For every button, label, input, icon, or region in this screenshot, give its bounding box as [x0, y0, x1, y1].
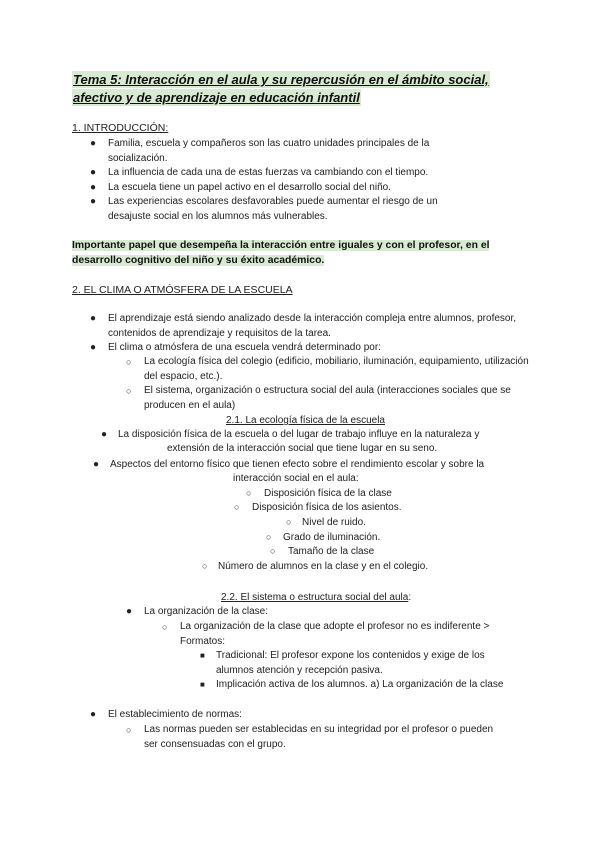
sistema-list — [126, 605, 534, 620]
ecologia-item1-line2: extensión de la interacción social que tiene lugar en su seno. — [167, 443, 438, 454]
circle-bullet-icon: ○ — [126, 357, 132, 367]
circle-bullet-icon: ○ — [246, 488, 252, 498]
circle-bullet-icon: ○ — [234, 502, 240, 512]
aspect-item: Disposición física de la clase — [264, 488, 392, 499]
bullet-icon: ● — [90, 342, 97, 354]
clima-heading: 2. EL CLIMA O ATMÓSFERA DE LA ESCUELA — [72, 284, 293, 296]
clima-list — [90, 312, 528, 356]
bullet-icon: ● — [90, 138, 97, 149]
bullet-icon: ● — [126, 606, 133, 617]
normas-list — [90, 708, 528, 723]
list-item: ○ La ecología física del colegio (edificio, mobiliario, iluminación, equipamiento, utilización del espacio, etc.). — [126, 356, 529, 382]
sistema-sublist — [162, 620, 535, 649]
list-item: ● La organización de la clase: — [144, 605, 534, 620]
list-item: ● La influencia de cada una de estas fuerzas va cambiando con el tiempo. — [108, 166, 483, 181]
list-item: ■ Tradicional: El profesor expone los contenidos y exige de los alumnos atención y recepción pasiva. — [200, 650, 485, 676]
circle-bullet-icon: ○ — [126, 725, 132, 735]
title-line-1: Tema 5: Interacción en el aula y su repercusión en el ámbito social, — [73, 72, 489, 87]
circle-bullet-icon: ○ — [266, 532, 272, 542]
circle-bullet-icon: ○ — [162, 622, 168, 632]
bullet-icon: ● — [90, 313, 97, 324]
ecologia-item2-line1: Aspectos del entorno físico que tienen efecto sobre el rendimiento escolar y sobre la — [110, 459, 485, 470]
formats-list — [200, 649, 521, 693]
circle-bullet-icon: ○ — [126, 386, 132, 397]
bullet-icon: ● — [90, 181, 97, 193]
bullet-icon: ● — [93, 459, 100, 470]
list-item: ● La escuela tiene un papel activo en el desarrollo social del niño. — [108, 181, 483, 196]
document-title — [72, 71, 502, 107]
ecologia-item2-line2: interacción social en el aula: — [233, 473, 359, 484]
list-item: ● El establecimiento de normas: — [108, 708, 528, 723]
square-bullet-icon: ■ — [200, 680, 205, 690]
square-bullet-icon: ■ — [200, 651, 205, 660]
aspect-item: Tamaño de la clase — [288, 546, 375, 557]
title-line-2: afectivo y de aprendizaje en educación infantil — [73, 90, 360, 105]
circle-bullet-icon: ○ — [270, 546, 276, 556]
list-item: ○ La organización de la clase que adopte el profesor no es indiferente > Formatos: — [162, 621, 490, 647]
aspect-item: Número de alumnos en la clase y en el colegio. — [218, 561, 429, 572]
list-item: ■ Implicación activa de los alumnos. a) La organización de la clase — [216, 678, 521, 693]
important-paragraph: Importante papel que desempeña la interacción entre iguales y con el profesor, en el desarrollo cognitivo del niño y su éxito académico. — [72, 240, 490, 266]
bullet-icon: ● — [101, 429, 108, 440]
bullet-icon: ● — [90, 196, 97, 208]
normas-sublist — [126, 723, 499, 752]
sistema-heading: 2.2. El sistema o estructura social del aula: — [221, 592, 412, 603]
bullet-icon: ● — [90, 709, 97, 720]
intro-heading: 1. INTRODUCCIÓN: — [72, 122, 169, 134]
aspect-item: Nivel de ruido. — [302, 517, 366, 528]
bullet-icon: ● — [90, 167, 97, 179]
list-item: ● Familia, escuela y compañeros son las cuatro unidades principales de la socialización. — [90, 138, 430, 164]
circle-bullet-icon: ○ — [202, 561, 208, 571]
list-item: ○ El sistema, organización o estructura social del aula (interacciones sociales que se producen en el aula) — [126, 385, 511, 411]
list-item: ● El clima o atmósfera de una escuela vendrá determinado por: — [108, 341, 528, 356]
ecologia-item1-line1: La disposición física de la escuela o del lugar de trabajo influye en la naturaleza y — [118, 429, 480, 440]
intro-list — [90, 137, 483, 225]
ecologia-heading: 2.1. La ecología física de la escuela — [226, 415, 385, 426]
list-item: ● El aprendizaje está siendo analizado desde la interacción compleja entre alumnos, profesor, contenidos de aprendizaje y requisitos de la tarea. — [90, 313, 517, 339]
circle-bullet-icon: ○ — [286, 517, 292, 527]
list-item: ● Las experiencias escolares desfavorables puede aumentar el riesgo de un desajuste social en los alumnos más vulnerables. — [90, 196, 438, 222]
clima-sublist — [126, 355, 529, 413]
aspect-item: Grado de iluminación. — [283, 532, 381, 543]
aspect-item: Disposición física de los asientos. — [252, 502, 402, 513]
list-item: ○ Las normas pueden ser establecidas en su integridad por el profesor o pueden ser consensuadas con el grupo. — [126, 724, 494, 750]
